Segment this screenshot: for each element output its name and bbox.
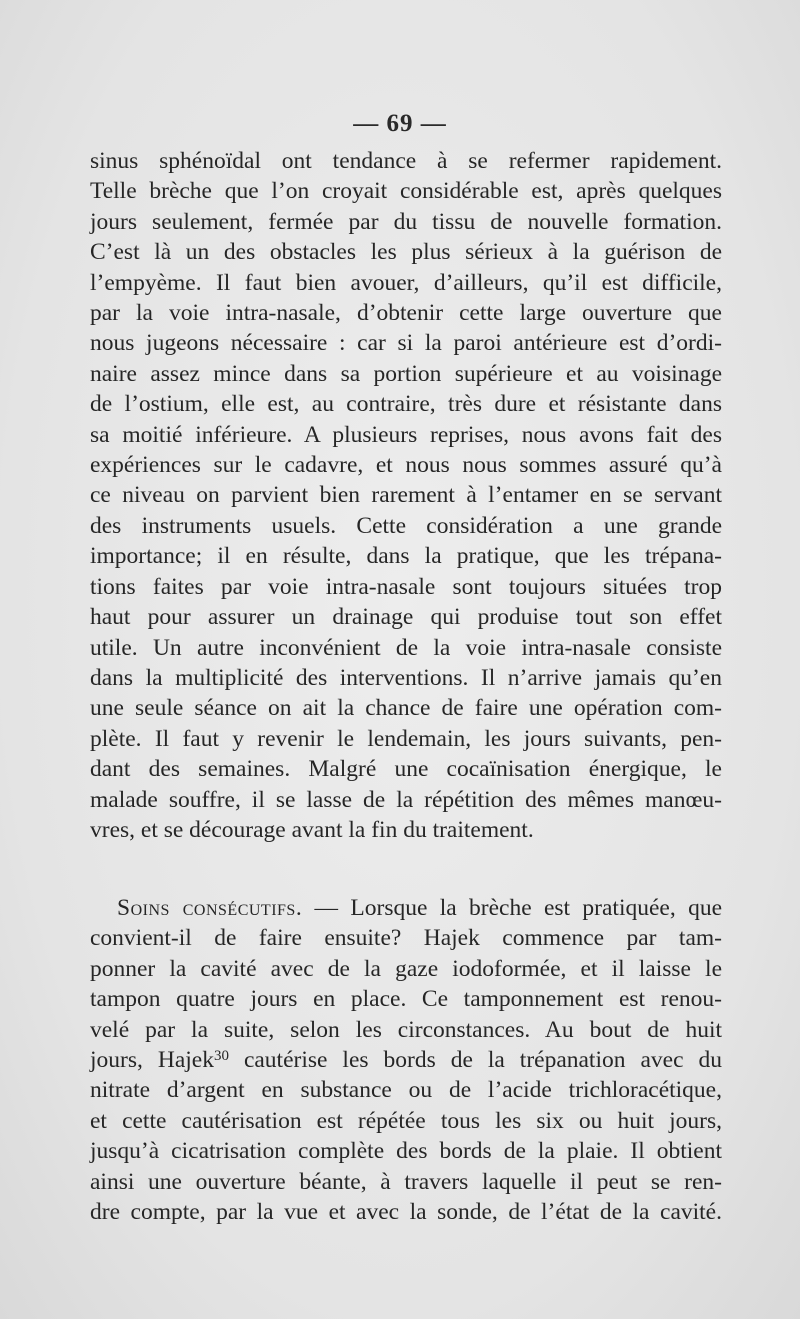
hajek-text-after: cautérise les bords de la trépanation avec du [228,1047,722,1074]
text-line: vres, et se décourage avant la fin du traitement. [90,816,534,843]
text-line: utile. Un autre inconvénient de la voie intra-nasale consiste [90,634,722,661]
text-line: l’empyème. Il faut bien avouer, d’ailleurs, qu’il est difficile, [90,269,722,296]
text-line: ponner la cavité avec de la gaze iodoformée, et il laisse le [90,955,722,982]
text-line: jusqu’à cicatrisation complète des bords de la plaie. Il obtient [90,1138,722,1165]
text-line-heading [90,893,722,923]
paragraph-2 [90,893,722,1227]
text-line: dant des semaines. Malgré une cocaïnisation énergique, le [90,756,722,783]
text-line: dans la multiplicité des interventions. Il n’arrive jamais qu’en [90,664,722,691]
text-line: expériences sur le cadavre, et nous nous sommes assuré qu’à [90,452,722,479]
heading-line-text: — Lorsque la brèche est pratiquée, que [302,895,722,921]
text-line-footnote [90,1045,722,1075]
footnote-reference: 30 [213,1048,229,1065]
page-number: — 69 — [353,110,447,137]
text-line: et cette cautérisation est répétée tous les six ou huit jours, [90,1107,722,1134]
paragraph-1 [90,146,722,845]
text-line: convient-il de faire ensuite? Hajek commence par tam- [90,925,722,952]
text-line: jours seulement, fermée par du tissu de nouvelle formation. [90,208,722,235]
text-line: nitrate d’argent en substance ou de l’acide trichloracétique, [90,1077,722,1104]
text-line: Telle brèche que l’on croyait considérable est, après quelques [90,178,722,205]
text-line: velé par la suite, selon les circonstances. Au bout de huit [90,1016,722,1043]
text-line: tampon quatre jours en place. Ce tamponnement est renou- [90,986,722,1013]
text-line: ce niveau on parvient bien rarement à l’entamer en se servant [90,482,722,509]
text-line: de l’ostium, elle est, au contraire, très dure et résistante dans [90,391,722,418]
text-line: des instruments usuels. Cette considération a une grande [90,512,722,539]
text-line: haut pour assurer un drainage qui produise tout son effet [90,604,722,631]
hajek-text-before: jours, Hajek [90,1047,214,1074]
text-line: C’est là un des obstacles les plus sérieux à la guérison de [90,239,722,266]
text-line: par la voie intra-nasale, d’obtenir cette large ouverture que [90,300,722,327]
text-line: ainsi une ouverture béante, à travers laquelle il peut se ren- [90,1168,722,1195]
text-line: sinus sphénoïdal ont tendance à se refermer rapidement. [90,148,722,174]
text-line: dre compte, par la vue et avec la sonde, de l’état de la cavité. [90,1199,722,1226]
text-line: tions faites par voie intra-nasale sont toujours situées trop [90,573,722,600]
text-line: plète. Il faut y revenir le lendemain, les jours suivants, pen- [90,725,722,752]
text-line: nous jugeons nécessaire : car si la paroi antérieure est d’ordi- [90,330,722,357]
text-line: importance; il en résulte, dans la pratique, que les trépana- [90,543,722,570]
section-heading: Soins consécutifs. [117,895,303,921]
text-line: sa moitié inférieure. A plusieurs reprises, nous avons fait des [90,421,722,448]
text-line: naire assez mince dans sa portion supérieure et au voisinage [90,360,722,387]
text-line: malade souffre, il se lasse de la répétition des mêmes manœu- [90,786,722,813]
text-line: une seule séance on ait la chance de faire une opération com- [90,695,722,722]
